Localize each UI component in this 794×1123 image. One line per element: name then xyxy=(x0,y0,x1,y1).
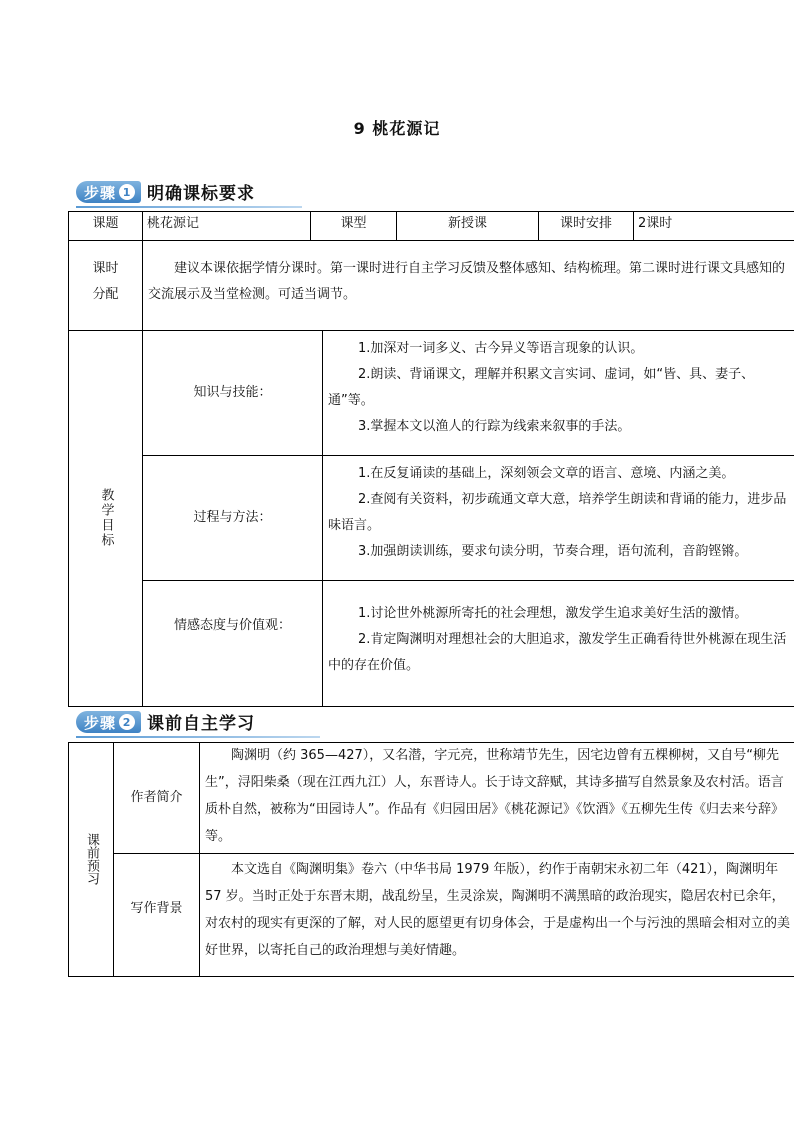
goal-3-label: 情感态度与价值观： xyxy=(173,618,291,633)
step-1-number: 1 xyxy=(119,184,135,200)
goal-1-item-1: 1.加深对一词多义、古今异义等语言现象的认识。 xyxy=(358,341,644,356)
goal-2-items xyxy=(328,461,794,576)
author-label: 作者简介 xyxy=(130,789,183,805)
value-topic: 桃花源记 xyxy=(147,216,200,231)
goals-label: 教学目标 xyxy=(98,488,114,548)
value-schedule: 2课时 xyxy=(638,216,673,231)
step-2-underline xyxy=(76,736,320,738)
step-2-heading: 课前自主学习 xyxy=(147,713,256,734)
step-2-badge-label: 步骤 xyxy=(84,713,117,732)
goals-label-cell xyxy=(69,330,142,706)
preview-label: 课前预习 xyxy=(84,833,99,885)
background-label: 写作背景 xyxy=(130,901,183,916)
step-1-banner xyxy=(76,179,255,205)
step-2-number: 2 xyxy=(119,714,135,730)
step-2-badge xyxy=(76,711,141,733)
label-type: 课型 xyxy=(340,216,367,231)
value-type: 新授课 xyxy=(447,216,487,231)
preview-label-cell xyxy=(69,742,113,976)
step-1-underline xyxy=(76,206,302,208)
step-1-badge-label: 步骤 xyxy=(84,183,117,202)
background-text: 本文选自《陶渊明集》卷六（中华书局 1979 年版），约作于南朝宋永初二年（421），陶渊明年 57 岁。当时正处于东晋末期，战乱纷呈，生灵涂炭，陶渊明不满黑暗的政治现实，隐居农村已余年，对农村的现实有更深的了解，对人民的愿望更有切身体会，于是虚构出一个与污浊的黑暗会相对立的美好世界，以寄托自己的政治理想与美好情趣。 xyxy=(205,862,791,958)
goal-2-label: 过程与方法： xyxy=(193,510,272,525)
hours-label xyxy=(69,256,142,316)
label-schedule: 课时安排 xyxy=(559,216,612,231)
goal-2-item-1: 1.在反复诵读的基础上，深刻领会文章的语言、意境、内涵之美。 xyxy=(358,466,735,481)
hours-label-line-1: 课时 xyxy=(92,261,119,276)
author-text: 陶渊明（约 365—427），又名潜，字元亮，世称靖节先生，因宅边曾有五棵柳树，又自号“柳先生”，浔阳柴桑（现在江西九江）人，东晋诗人。长于诗文辞赋，其诗多描写自然景象及农村活。语言质朴自然，被称为“田园诗人”。作品有《归园田居》《桃花源记》《饮酒》《五柳先生传《归去来兮辞》等。 xyxy=(205,748,784,844)
page-title: 9 桃花源记 xyxy=(353,119,441,138)
goal-1-item-3: 3.掌握本文以渔人的行踪为线索来叙事的手法。 xyxy=(358,419,631,434)
goal-1-label: 知识与技能： xyxy=(193,384,272,400)
goal-1-items xyxy=(328,336,794,451)
step-1-heading: 明确课标要求 xyxy=(147,183,256,204)
goal-1-item-2: 2.朗读、背诵课文，理解并积累文言实词、虚词，如“皆、具、妻子、通”等。 xyxy=(328,367,755,408)
goal-2-item-2: 2.查阅有关资料，初步疏通文章大意，培养学生朗读和背诵的能力，进步品味语言。 xyxy=(328,492,787,533)
goal-3-item-1: 1.讨论世外桃源所寄托的社会理想，激发学生追求美好生活的激情。 xyxy=(358,606,748,621)
goal-2-item-3: 3.加强朗读训练，要求句读分明，节奏合理，语句流利，音韵铿锵。 xyxy=(358,544,748,559)
hours-label-line-2: 分配 xyxy=(92,287,119,302)
step-1-badge xyxy=(76,181,141,203)
step-2-banner xyxy=(76,709,255,735)
goal-3-items xyxy=(328,601,794,691)
label-topic: 课题 xyxy=(92,216,119,231)
hours-text: 建议本课依据学情分课时。第一课时进行自主学习反馈及整体感知、结构梳理。第二课时进行课文具感知的交流展示及当堂检测。可适当调节。 xyxy=(148,261,786,302)
goal-3-item-2: 2.肯定陶渊明对理想社会的大胆追求，激发学生正确看待世外桃源在现生活中的存在价值。 xyxy=(328,632,787,673)
